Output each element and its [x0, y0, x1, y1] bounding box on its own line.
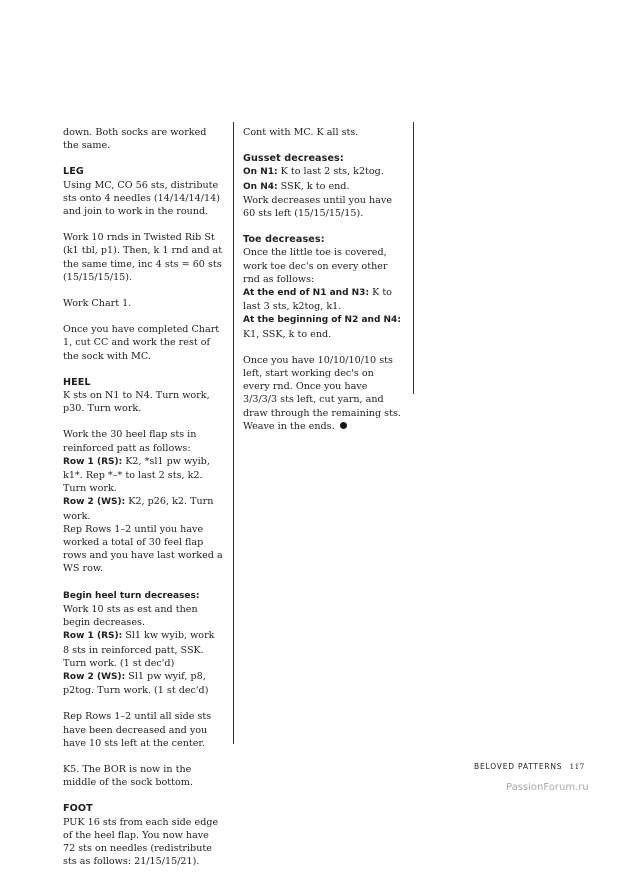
heel-paragraph: Work the 30 heel flap sts in reinforced patt as follows:: [63, 429, 197, 454]
gusset-paragraph: Work decreases until you have 60 sts left (15/15/15/15).: [243, 194, 393, 220]
middle-column: [243, 126, 403, 446]
row-label: Row 2 (WS):: [63, 497, 126, 508]
needle-label: At the beginning of N2 and N4:: [243, 315, 401, 326]
toe-paragraph: Once the little toe is covered, work toe dec's on every other rnd as follows:: [243, 247, 388, 285]
leg-paragraph: Once you have completed Chart 1, cut CC and work the rest of the sock with MC.: [63, 324, 220, 362]
end-mark-icon: [340, 422, 347, 429]
gusset-section: [243, 152, 403, 220]
row-text: Sl1 pw wyif, p8, p2tog. Turn work. (1 st dec'd): [63, 670, 209, 697]
heel-row-2: [63, 495, 223, 522]
heel-section: [63, 376, 223, 789]
row-text: K2, *sl1 pw wyib, k1*. Rep *–* to last 2 sts, k2.: [63, 455, 210, 482]
toe-section: [243, 233, 403, 341]
heel-paragraph: K sts on N1 to N4. Turn work, p30. Turn work.: [63, 390, 210, 415]
foot-heading: FOOT: [63, 803, 93, 815]
final-paragraph: [243, 354, 403, 433]
leg-heading: LEG: [63, 166, 84, 178]
heel-turn-row-1: [63, 629, 223, 670]
leg-paragraph: Work Chart 1.: [63, 298, 132, 310]
intro-text: down. Both socks are worked the same.: [63, 127, 207, 152]
column-divider: [233, 122, 234, 744]
watermark: PassionForum.ru: [506, 782, 589, 793]
row-label: Row 2 (WS):: [63, 671, 126, 682]
row-text: Sl1 kw wyib, work 8 sts in reinforced patt, SSK. Turn work. (1 st dec'd): [63, 630, 215, 669]
heel-paragraph: Rep Rows 1–2 until you have worked a total of 30 feel flap rows and you have last worked a WS row.: [63, 523, 223, 575]
final-text: Once you have 10/10/10/10 sts left, start working dec's on every rnd. Once you have 3/3/3/3 sts left, cut yarn, and draw through the remaining sts. Weave in the ends.: [243, 354, 401, 432]
foot-section: [63, 802, 223, 868]
footer-label: BELOVED PATTERNS: [474, 762, 563, 771]
needle-label: On N1:: [243, 167, 278, 178]
heel-turn-instructions: [63, 589, 223, 698]
needle-label: On N4:: [243, 181, 278, 192]
heel-paragraph: K5. The BOR is now in the middle of the sock bottom.: [63, 763, 193, 789]
heel-row-1: [63, 455, 223, 482]
left-column: [63, 126, 223, 881]
continue-text: Cont with MC. K all sts.: [243, 127, 359, 138]
needle-text: K to last 2 sts, k2tog.: [280, 166, 384, 178]
toe-n2-n4: [243, 313, 403, 340]
leg-section: [63, 165, 223, 362]
page-number: 117: [569, 762, 585, 771]
row-label: Row 1 (RS):: [63, 456, 123, 467]
needle-label: At the end of N1 and N3:: [243, 288, 370, 299]
leg-paragraph: Work 10 rnds in Twisted Rib St (k1 tbl, p1). Then, k 1 rnd and at the same time, inc 4 sts = 60 sts (15/15/15/15).: [63, 232, 223, 283]
gusset-n4: [243, 180, 403, 194]
heel-heading: HEEL: [63, 376, 91, 388]
row-label: Row 1 (RS):: [63, 631, 123, 642]
heel-turn-note: Turn work.: [63, 483, 117, 495]
heel-turn-row-2: [63, 670, 223, 697]
leg-paragraph: Using MC, CO 56 sts, distribute sts onto 4 needles (14/14/14/14) and join to work in the round.: [63, 179, 220, 218]
column-divider: [413, 122, 414, 394]
foot-paragraph: PUK 16 sts from each side edge of the heel flap. You now have 72 sts on needles (redistribute sts as follows: 21/15/15/21).: [63, 816, 219, 868]
heel-turn-intro: [63, 589, 223, 630]
toe-n1-n3: [243, 286, 403, 313]
toe-heading: Toe decreases:: [243, 234, 325, 246]
needle-text: SSK, k to end.: [280, 180, 350, 192]
heel-flap-instructions: [63, 428, 223, 575]
row-text: K2, p26, k2. Turn work.: [63, 496, 214, 522]
needle-text: K1, SSK, k to end.: [243, 328, 332, 340]
gusset-n1: [243, 165, 403, 179]
page-footer: [474, 762, 584, 771]
heel-turn-label: Begin heel turn decreases:: [63, 590, 200, 601]
needle-text: K to last 3 sts, k2tog, k1.: [243, 287, 392, 313]
heel-paragraph: Rep Rows 1–2 until all side sts have been decreased and you have 10 sts left at the center.: [63, 711, 212, 749]
heel-turn-text: Work 10 sts as est and then begin decreases.: [63, 603, 198, 629]
gusset-heading: Gusset decreases:: [243, 153, 344, 165]
